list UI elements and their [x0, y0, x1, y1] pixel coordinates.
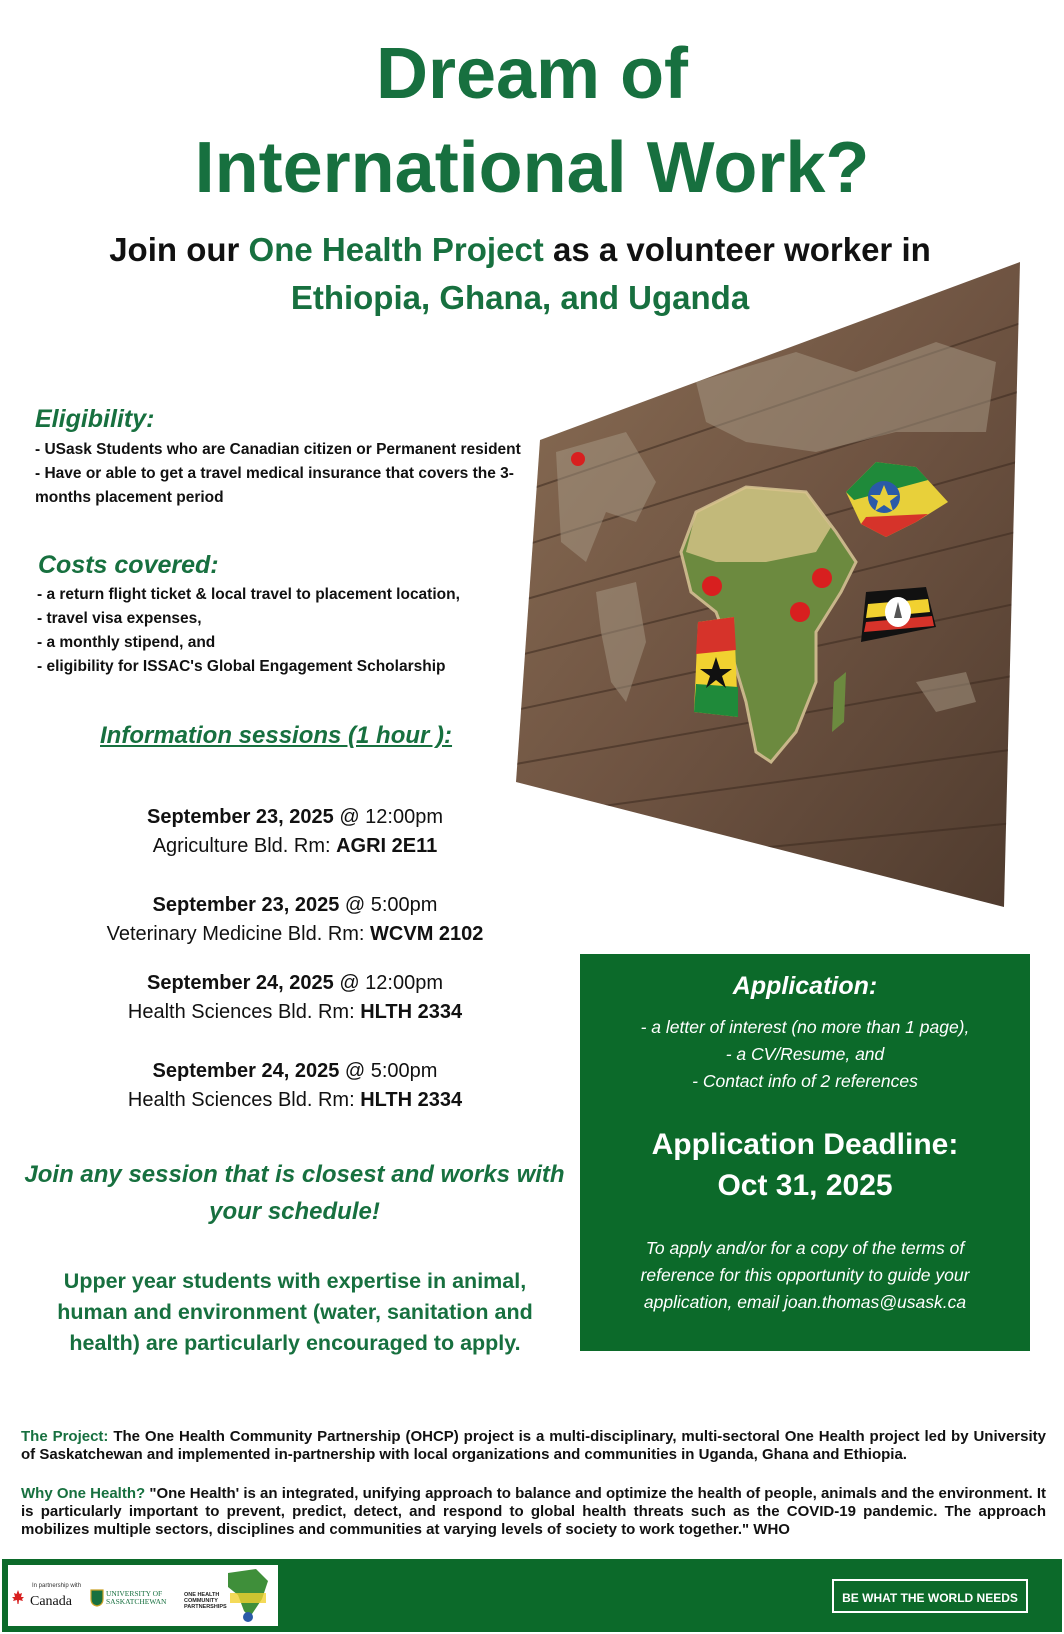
session-room: HLTH 2334 — [360, 1001, 463, 1023]
costs-item: - a return flight ticket & local travel to placement location, — [37, 586, 460, 603]
usask-crest-icon — [90, 1589, 104, 1607]
application-heading: Application: — [732, 972, 878, 1000]
partnership-label: In partnership with — [32, 1583, 82, 1589]
map-pin — [702, 576, 722, 596]
session-time: @ 12:00pm — [333, 806, 444, 828]
session-1 — [60, 803, 530, 861]
slogan-badge: BE WHAT THE WORLD NEEDS — [832, 1579, 1028, 1613]
encourage-note: Upper year students with expertise in animal, human and environment (water, sanitation and health) are particularly encouraged to apply. — [57, 1269, 533, 1355]
map-graphic — [516, 262, 1024, 907]
subtitle-highlight: One Health Project — [248, 231, 544, 268]
canada-wordmark: Canada — [30, 1594, 72, 1609]
project-paragraph — [21, 1428, 1046, 1464]
maple-leaf-icon — [10, 1589, 26, 1605]
partner-logos — [8, 1565, 278, 1626]
eligibility-list — [35, 438, 535, 510]
africa-map-illustration — [516, 262, 1024, 907]
deadline-date: Oct 31, 2025 — [717, 1169, 893, 1202]
subtitle-countries: Ethiopia, Ghana, and Uganda — [290, 279, 750, 316]
application-item: - Contact info of 2 references — [692, 1071, 918, 1091]
project-label: The Project: — [21, 1428, 109, 1445]
session-room: HLTH 2334 — [360, 1089, 463, 1111]
subtitle-pre: Join our — [109, 231, 249, 268]
ohcp-wordmark: ONE HEALTH COMMUNITY PARTNERSHIPS — [184, 1592, 227, 1610]
usask-wordmark: UNIVERSITY OF SASKATCHEWAN — [106, 1589, 167, 1606]
session-time: @ 12:00pm — [333, 972, 444, 994]
title-line-2: International Work? — [194, 128, 870, 208]
eligibility-item: - USask Students who are Canadian citizen or Permanent resident — [35, 441, 521, 458]
session-date: September 24, 2025 — [146, 972, 334, 994]
costs-list — [37, 583, 557, 679]
application-deadline — [580, 1124, 1030, 1206]
join-note: Join any session that is closest and works with your schedule! — [24, 1161, 565, 1225]
project-text: The One Health Community Partnership (OHCP) project is a multi-disciplinary, multi-sectoral One Health project led by University of Saskatchewan and implemented in-partnership with local organizations and communities in Uganda, Ghana and Ethiopia. — [21, 1428, 1046, 1463]
ohcp-logo-icon — [222, 1567, 274, 1624]
application-item: - a letter of interest (no more than 1 page), — [640, 1017, 970, 1037]
session-2 — [60, 891, 530, 949]
map-pin — [790, 602, 810, 622]
session-3 — [60, 969, 530, 1027]
session-place: Veterinary Medicine Bld. Rm: — [106, 923, 371, 945]
application-box — [580, 954, 1030, 1351]
application-item: - a CV/Resume, and — [725, 1044, 885, 1064]
apply-instructions: To apply and/or for a copy of the terms of reference for this opportunity to guide your application, email joan.thomas@usask.ca — [640, 1238, 970, 1312]
footer-bar — [2, 1559, 1062, 1632]
session-place: Agriculture Bld. Rm: — [152, 835, 337, 857]
session-date: September 24, 2025 — [152, 1060, 340, 1082]
costs-item: - travel visa expenses, — [37, 610, 202, 627]
why-text: "One Health' is an integrated, unifying approach to balance and optimize the health of people, animals and the environment. It is particularly important to prevent, predict, detect, and respond to global health threats such as the COVID-19 pandemic. The approach mobilizes multiple sectors, disciplines and communities at varying levels of society to work together." WHO — [21, 1485, 1046, 1538]
costs-item: - a monthly stipend, and — [37, 634, 216, 651]
eligibility-heading: Eligibility: — [35, 405, 155, 433]
application-list — [580, 1014, 1030, 1095]
costs-item: - eligibility for ISSAC's Global Engagement Scholarship — [37, 658, 446, 675]
ghana-flag — [694, 617, 738, 717]
why-label: Why One Health? — [21, 1485, 146, 1502]
title-line-1: Dream of — [375, 34, 689, 114]
subtitle-post: as a volunteer worker in — [543, 231, 931, 268]
map-pin — [812, 568, 832, 588]
session-4 — [60, 1057, 530, 1115]
session-room: AGRI 2E11 — [336, 835, 438, 857]
session-place: Health Sciences Bld. Rm: — [127, 1089, 361, 1111]
sessions-heading: Information sessions (1 hour ): — [100, 722, 453, 749]
session-time: @ 5:00pm — [339, 894, 438, 916]
eligibility-item: - Have or able to get a travel medical insurance that covers the 3-months placement period — [35, 465, 514, 506]
session-room: WCVM 2102 — [370, 923, 484, 945]
why-paragraph — [21, 1485, 1046, 1539]
session-place: Health Sciences Bld. Rm: — [127, 1001, 361, 1023]
session-time: @ 5:00pm — [339, 1060, 438, 1082]
session-date: September 23, 2025 — [152, 894, 340, 916]
session-date: September 23, 2025 — [146, 806, 334, 828]
deadline-label: Application Deadline: — [651, 1128, 959, 1161]
map-pin — [571, 452, 585, 466]
costs-heading: Costs covered: — [38, 551, 219, 579]
